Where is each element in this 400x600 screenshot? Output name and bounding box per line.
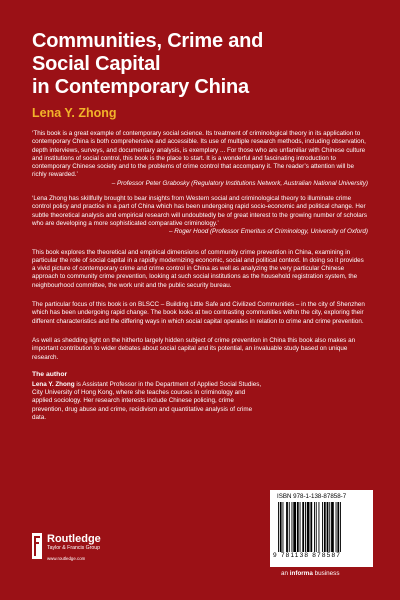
about-author-heading: The author (32, 370, 68, 378)
author-name: Lena Y. Zhong (32, 106, 117, 120)
informa-brand: informa (289, 570, 313, 577)
endorsement-text: ‘Lena Zhong has skillfully brought to bear insights from Western social and criminological theory to illuminate crime control policy and practice in a part of China which has been undergoing rapid socio-economic and political change. Her subtle theoretical analysis and empirical research will undoubtedly be of great interest to the growing number of scholars who are developing a more sophisticated comparative criminology.’ (32, 195, 367, 227)
endorsement-attribution (32, 180, 368, 188)
publisher-url: www.routledge.com (47, 556, 86, 561)
description-paragraph: The particular focus of this book is on BLSCC – Building Little Safe and Civilized Communities – in the city of Shenzhen which has been undergoing rapid change. The book looks at two contrasting communities within the city, exploring their different characteristics and the differing ways in which social capital operates in relation to crime and crime prevention. (32, 301, 365, 325)
publisher-brand: Routledge (47, 533, 101, 545)
endorsement-1 (32, 130, 368, 188)
attribution-dash: – (168, 228, 175, 236)
endorsement-text: ‘This book is a great example of contemporary social science. Its treatment of criminological theory in its application to contemporary China is both comprehensive and accessible. Its use of multiple research methods, including observation, depth interviews, surveys, and documentary analysis, is exemplary ... For those who are unfamiliar with Chinese culture and institutions of social control, this book is the place to start. It is a wonderful and fascinating introduction to contemporary Chinese society and to the problems of crime control that accompany it. The reader’s attention will be richly rewarded.’ (32, 130, 366, 179)
book-title (32, 30, 368, 99)
publisher-group: Taylor & Francis Group (47, 545, 101, 551)
barcode-box (270, 490, 373, 567)
informa-tagline: an informa business (281, 570, 340, 577)
attribution-name: Professor Peter Grabosky (Regulatory Institutions Network, Australian National University) (116, 179, 368, 187)
attribution-dash: – (111, 179, 117, 187)
endorsement-2 (32, 195, 368, 236)
routledge-logo-icon (32, 533, 42, 559)
attribution-name: Roger Hood (Professor Emeritus of Criminology, University of Oxford) (174, 228, 368, 236)
publisher-logo (32, 533, 101, 562)
about-author-bio (32, 381, 264, 422)
title-line-2: Social Capital (32, 53, 161, 75)
about-author-text: is Assistant Professor in the Department of Applied Social Studies, City University of Hong Kong, where she teaches courses in criminology and applied sociology. Her research interests include Chinese policing, crime prevention, drug abuse and crime, recidivism and quantitative analysis of crime data. (32, 380, 262, 422)
about-author-name: Lena Y. Zhong (32, 380, 75, 388)
description-paragraph: As well as shedding light on the hitherto largely hidden subject of crime prevention in China this book also makes an important contribution to wider debates about social capital and its potential, an invaluable study based on unique research. (32, 336, 356, 361)
barcode-icon (276, 502, 366, 552)
isbn-text: ISBN 978-1-138-87858-7 (277, 493, 347, 500)
description-paragraph: This book explores the theoretical and empirical dimensions of community crime prevention in China, examining in particular the role of social capital in a rapidly modernizing economic, social and political context. In doing so it provides a vivid picture of contemporary crime and crime control in China as well as analyzing the very particular Chinese approach to community crime prevention, looking at such social institutions as the household registration system, the neighbourhood committee, the work unit and the public security bureau. (32, 248, 364, 289)
title-line-3: in Contemporary China (32, 76, 249, 98)
title-line-1: Communities, Crime and (32, 30, 264, 52)
barcode-digits: 9 781138 878587 (273, 552, 342, 559)
endorsement-attribution (32, 228, 368, 236)
